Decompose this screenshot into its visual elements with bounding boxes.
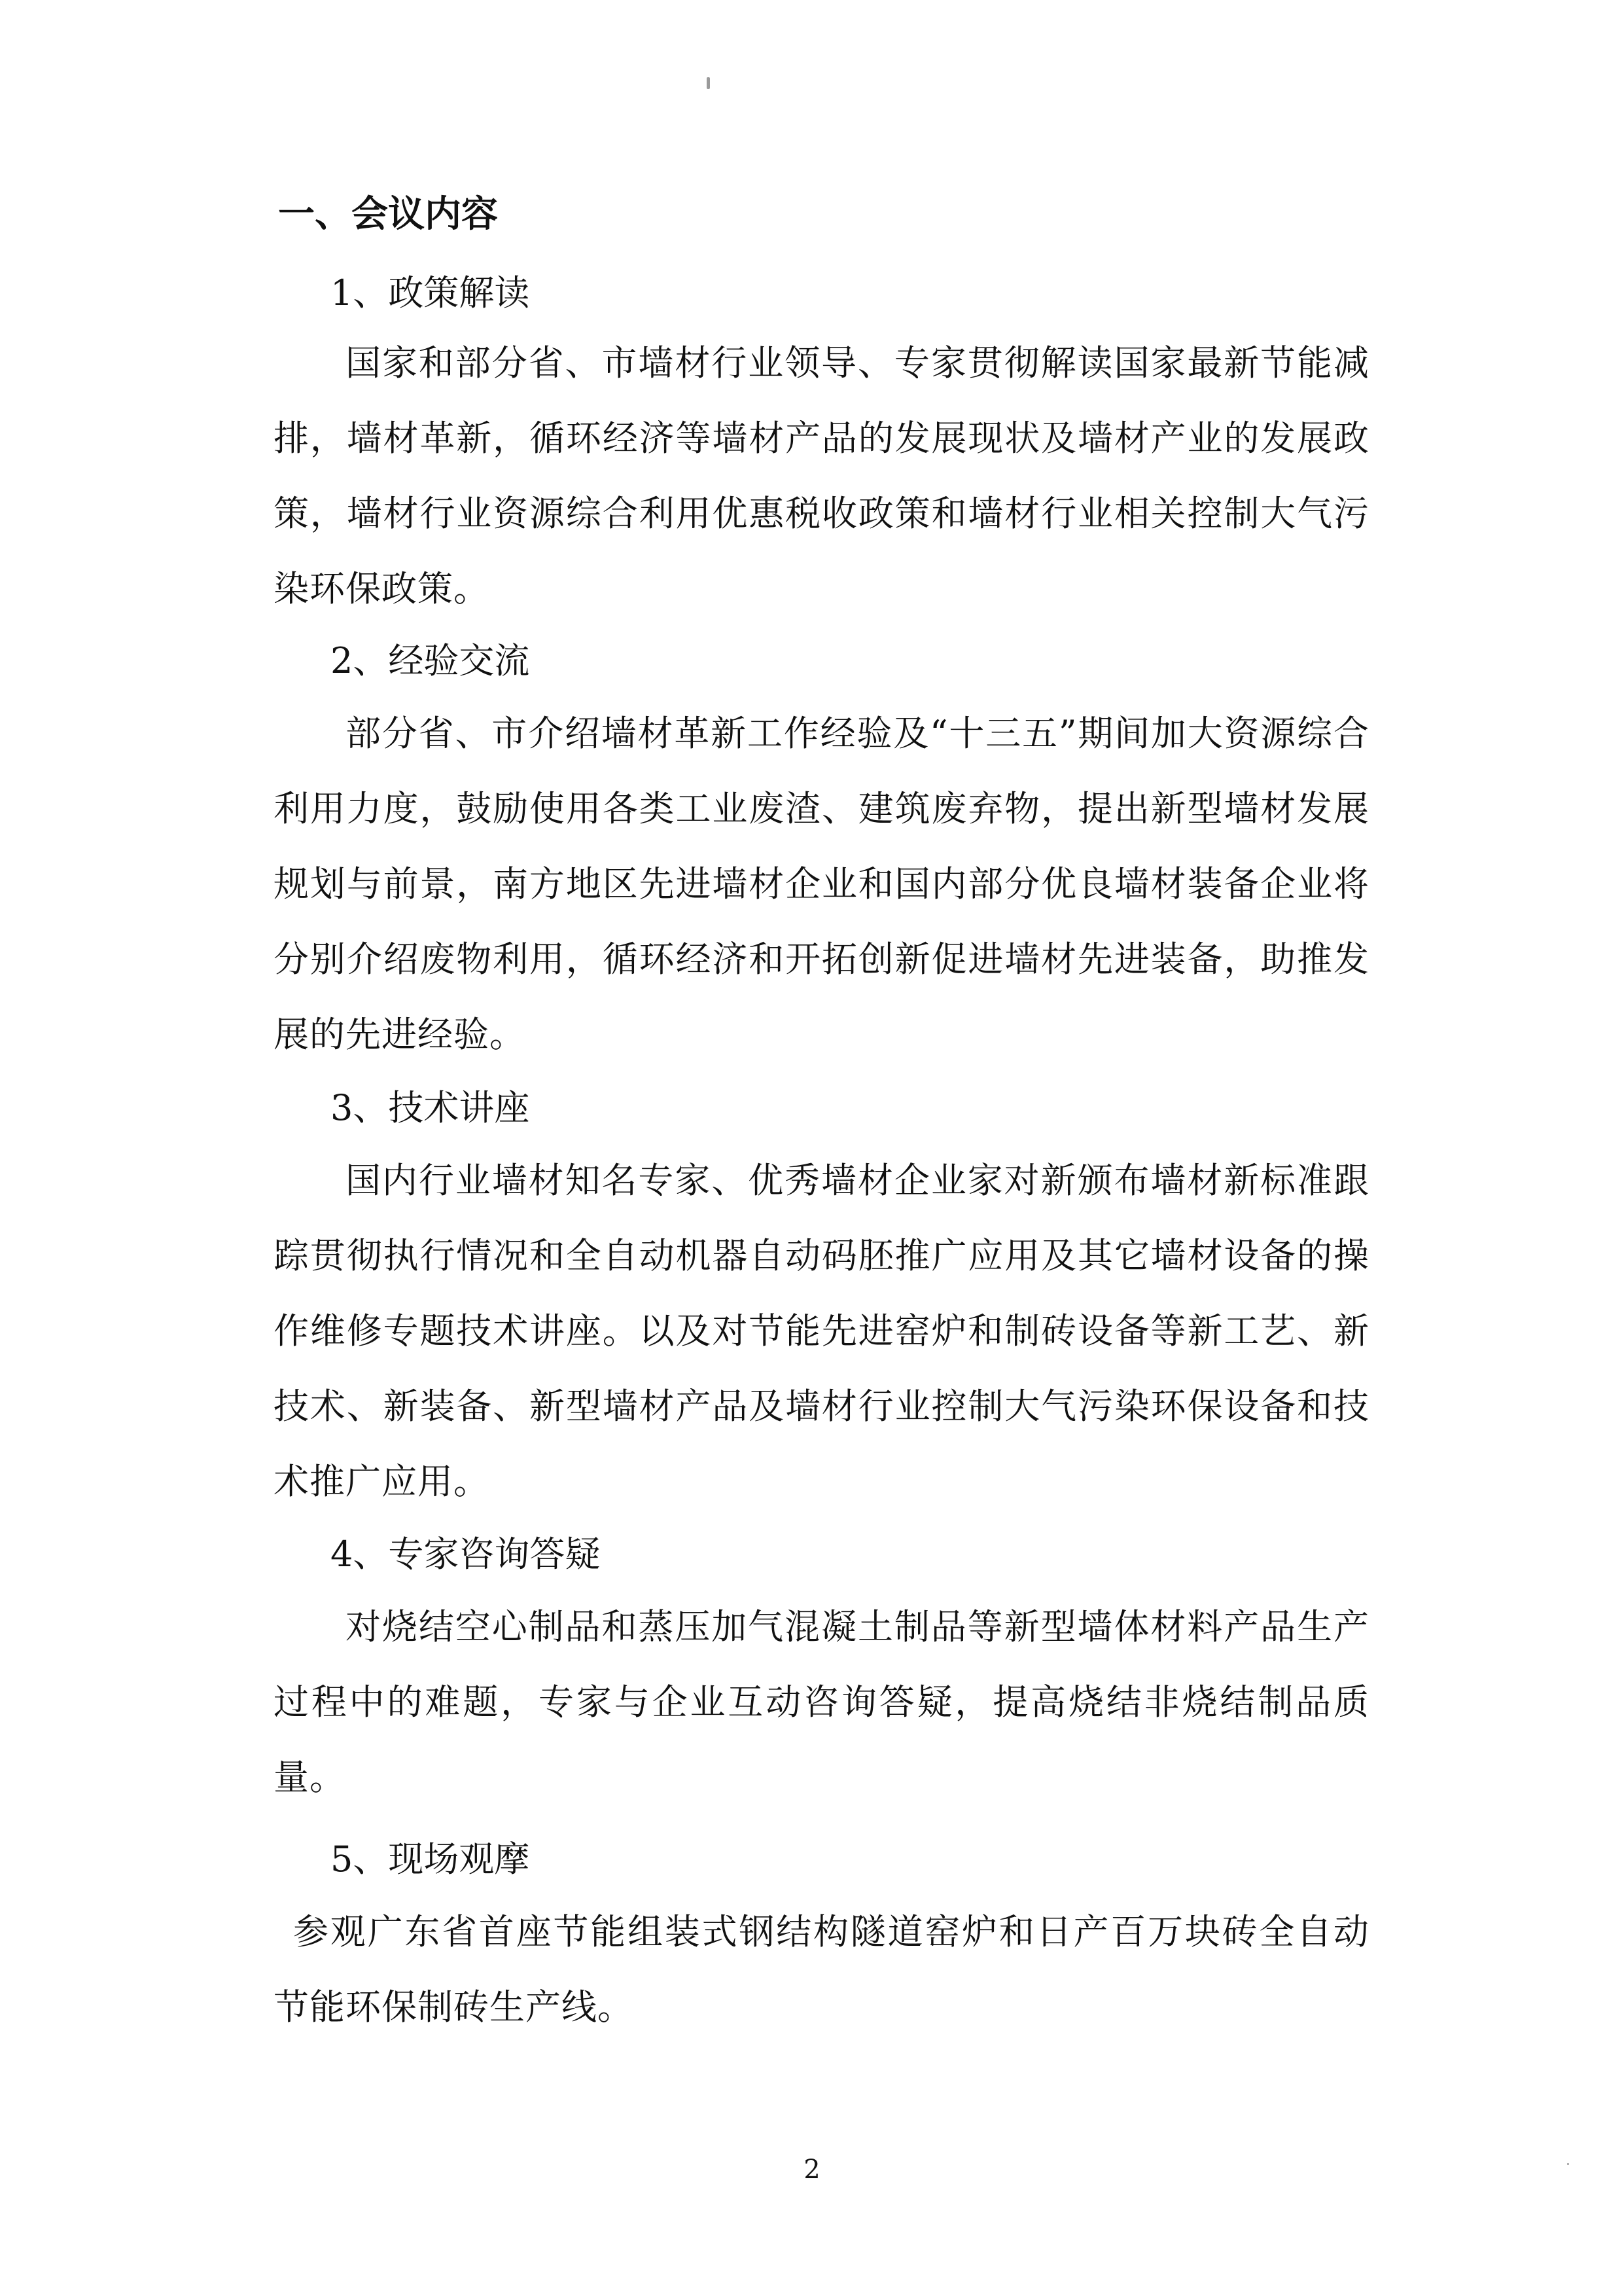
section-heading: 一、会议内容 bbox=[278, 193, 498, 236]
subsection-title-lecture: 3、技术讲座 bbox=[330, 1087, 530, 1128]
page-number: 2 bbox=[803, 2155, 821, 2185]
paragraph-lecture: 国内行业墙材知名专家、优秀墙材企业家对新颁布墙材新标准跟踪贯彻执行情况和全自动机器自动码胚推广应用及其它墙材设备的操作维修专题技术讲座。以及对节能先进窑炉和制砖设备等新工艺、新技术、新装备、新型墙材产品及墙材行业控制大气污染环保设备和技术推广应用。 bbox=[274, 1160, 1369, 1502]
subsection-title-experience: 2、经验交流 bbox=[330, 640, 530, 681]
subsection-title-consulting: 4、专家咨询答疑 bbox=[330, 1534, 601, 1575]
paragraph-experience: 部分省、市介绍墙材革新工作经验及“十三五”期间加大资源综合利用力度，鼓励使用各类工业废渣、建筑废弃物，提出新型墙材发展规划与前景，南方地区先进墙材企业和国内部分优良墙材装备企业将分别介绍废物利用，循环经济和开拓创新促进墙材先进装备，助推发展的先进经验。 bbox=[274, 713, 1369, 1055]
paragraph-consulting: 对烧结空心制品和蒸压加气混凝土制品等新型墙体材料产品生产过程中的难题，专家与企业互动咨询答疑，提高烧结非烧结制品质量。 bbox=[274, 1606, 1369, 1798]
scan-mark bbox=[707, 77, 710, 89]
subsection-title-policy: 1、政策解读 bbox=[330, 272, 530, 314]
paragraph-site-visit: 参观广东省首座节能组装式钢结构隧道窑炉和日产百万块砖全自动节能环保制砖生产线。 bbox=[274, 1911, 1369, 2028]
subsection-title-site-visit: 5、现场观摩 bbox=[330, 1839, 530, 1880]
paragraph-policy: 国家和部分省、市墙材行业领导、专家贯彻解读国家最新节能减排，墙材革新，循环经济等墙材产品的发展现状及墙材产业的发展政策，墙材行业资源综合利用优惠税收政策和墙材行业相关控制大气污染环保政策。 bbox=[274, 342, 1369, 609]
